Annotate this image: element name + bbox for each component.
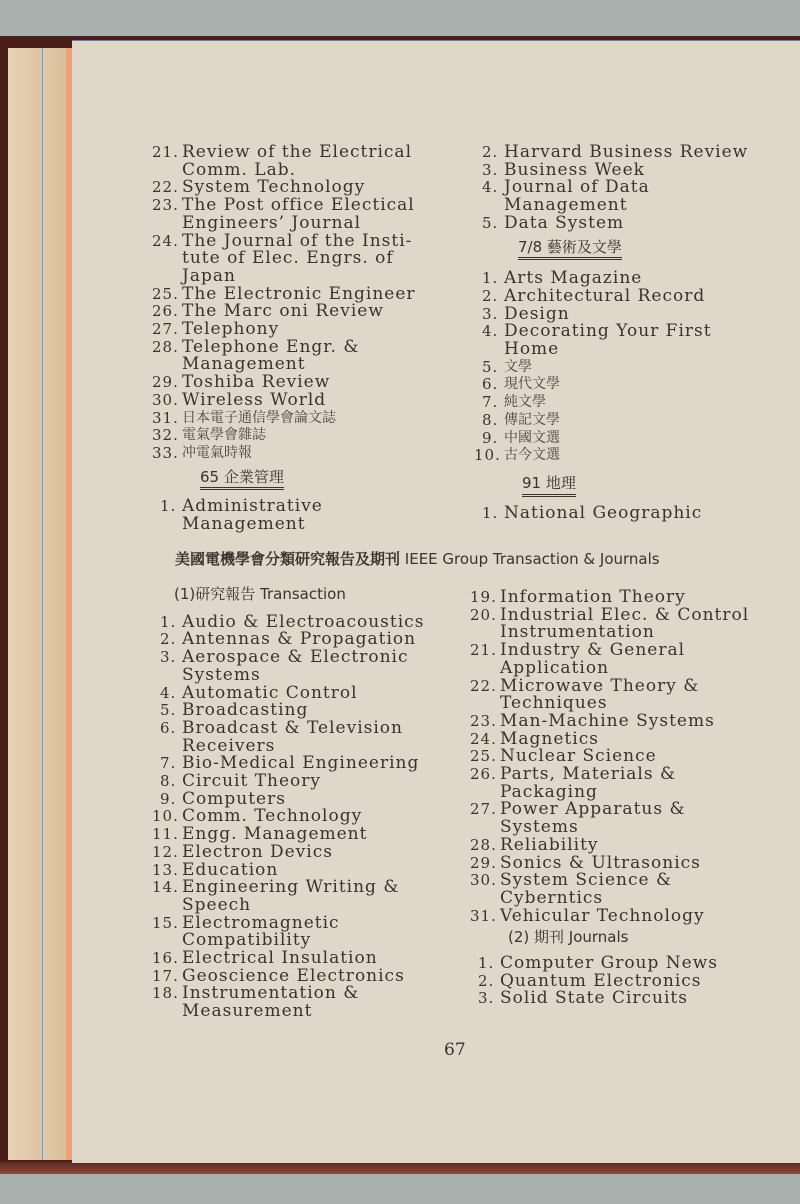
item-text: Systems [500,817,579,838]
item-text: Antennas & Propagation [182,629,417,650]
banner-chinese: 美國電機學會分類研究報告及期刊 [175,550,401,568]
list-item [152,426,460,445]
list-item [482,323,782,358]
item-number: 5. [482,213,499,232]
item-text: Instrumentation & [182,983,360,1004]
item-text: Solid State Circuits [500,988,688,1009]
section-heading: 7/8 藝術及文學 [518,239,622,261]
item-text: Comm. Lab. [182,159,297,180]
item-number: 23. [470,711,497,730]
item-number: 30. [152,390,179,409]
item-text: 冲電氣時報 [182,444,252,461]
item-text: Man-Machine Systems [500,710,715,731]
item-text: Audio & Electroacoustics [182,611,425,632]
item-number: 1. [482,503,499,522]
item-text: Power Apparatus & [500,799,686,820]
item-text: Broadcasting [182,700,309,721]
item-number: 26. [152,302,179,321]
list-item [474,446,782,465]
item-text: Cyberntics [500,887,604,908]
list-item [152,408,460,428]
item-number: 2. [482,143,499,161]
item-number: 10. [152,807,179,826]
list-item [482,502,782,523]
item-number: 6. [160,718,177,737]
item-text: Computer Group News [500,953,719,974]
list-item [482,359,782,377]
item-text: Circuit Theory [182,771,322,792]
item-text: National Geographic [504,502,703,523]
item-text: Parts, Materials & [500,764,677,785]
list-item [482,179,782,214]
item-number: 12. [152,842,179,861]
list-item [470,604,788,643]
item-text: Japan [182,265,236,286]
item-number: 8. [160,772,177,791]
item-number: 28. [152,337,179,356]
item-number: 3. [482,160,499,179]
list-item [482,394,782,412]
item-number: 9. [482,428,499,447]
item-text: Compatibility [182,930,312,951]
item-number: 4. [482,322,499,341]
list-item [470,710,788,731]
item-text: Wireless World [182,389,327,410]
item-text: Instrumentation [500,622,655,643]
item-number: 1. [160,612,177,631]
item-text: Electrical Insulation [182,948,378,969]
item-text: Comm. Technology [182,806,363,827]
list-item [482,430,782,448]
list-item [470,834,788,855]
item-text: Toshiba Review [182,372,331,393]
item-text: Bio-Medical Engineering [182,753,420,774]
item-text: Techniques [500,693,608,714]
item-number: 18. [152,984,179,1003]
item-text: Decorating Your First [504,321,712,342]
section-heading: 65 企業管理 [200,469,284,491]
item-number: 27. [152,320,179,339]
item-text: 現代文學 [504,376,560,393]
section-banner [175,548,660,569]
item-number: 4. [482,178,499,197]
item-number: 25. [470,747,497,766]
item-number: 28. [470,835,497,854]
item-number: 11. [152,825,179,844]
list-item [470,905,788,926]
item-text: Vehicular Technology [500,905,705,926]
item-number: 22. [152,178,179,197]
item-number: 3. [160,648,177,667]
item-text: Business Week [504,159,645,180]
item-number: 17. [152,966,179,985]
list-item [482,212,782,233]
item-number: 22. [470,676,497,695]
item-text: Industry & General [500,640,686,661]
item-text: Information Theory [500,587,686,607]
item-text: Administrative [182,496,323,517]
top-left-column [152,142,460,535]
item-text: Telephony [182,319,280,340]
item-text: Quantum Electronics [500,970,702,991]
item-text: System Technology [182,177,366,198]
page-number: 67 [444,1040,466,1060]
item-number: 20. [470,605,497,624]
item-text: 純文學 [504,394,546,411]
item-text: Management [504,195,628,216]
item-text: Aerospace & Electronic [182,647,409,668]
item-text: Education [182,859,279,880]
item-text: 電氣學會雜誌 [182,427,266,444]
item-number: 4. [160,683,177,702]
item-number: 7. [482,393,499,412]
section-heading: (1)研究報告 Transaction [174,585,346,603]
item-text: Engineering Writing & [182,877,400,898]
item-number: 27. [470,800,497,819]
item-number: 14. [152,878,179,897]
item-number: 31. [470,906,497,925]
item-number: 9. [160,789,177,808]
item-text: tute of Elec. Engrs. of [182,248,394,269]
item-number: 21. [152,143,179,161]
item-number: 10. [474,446,501,465]
list-item [470,640,788,678]
item-text: The Marc oni Review [182,301,384,322]
item-text: 文學 [504,358,532,375]
item-number: 29. [152,373,179,392]
item-number: 5. [482,357,499,376]
list-item [470,764,788,802]
item-text: Arts Magazine [504,268,643,289]
item-text: The Journal of the Insti- [182,230,413,251]
item-number: 23. [152,196,179,215]
bottom-right-column [470,587,788,1009]
item-number: 3. [482,304,499,323]
item-number: 1. [160,497,177,516]
item-number: 31. [152,408,179,427]
item-text: System Science & [500,870,673,891]
item-text: Engg. Management [182,824,368,845]
list-item [160,498,460,533]
item-text: 傳記文學 [504,411,560,428]
item-number: 16. [152,949,179,968]
item-text: Magnetics [500,728,599,749]
item-text: The Electronic Engineer [182,283,416,304]
list-item [152,912,460,951]
item-number: 19. [470,588,497,606]
list-item [482,285,782,306]
item-number: 7. [160,754,177,773]
item-text: Telephone Engr. & [182,336,360,357]
item-number: 8. [482,410,499,429]
list-item [470,870,788,908]
item-text: Automatic Control [182,682,358,703]
item-number: 26. [470,765,497,784]
bottom-left-column [152,585,460,1022]
list-item [152,983,460,1022]
item-number: 6. [482,375,499,394]
list-item [482,412,782,430]
item-text: Systems [182,664,261,685]
item-text: Data System [504,212,625,233]
item-number: 25. [152,284,179,303]
item-text: 中國文選 [504,429,560,446]
item-number: 15. [152,913,179,932]
list-item [152,195,460,233]
page-stack [42,48,69,1160]
item-text: Home [504,339,560,360]
list-item [160,717,460,756]
list-item [160,649,460,684]
list-item [152,443,460,463]
item-text: Electron Devics [182,841,333,862]
list-item [152,336,460,375]
item-text: Electromagnetic [182,912,340,933]
list-item [478,990,788,1008]
item-text: Engineers’ Journal [182,212,362,233]
list-item [152,841,460,862]
item-number: 2. [482,286,499,305]
item-text: Receivers [182,735,276,756]
item-text: Speech [182,894,252,915]
list-item [152,877,460,915]
list-item [152,142,460,180]
item-text: Broadcast & Television [182,717,403,738]
item-number: 24. [470,729,497,748]
item-text: Sonics & Ultrasonics [500,852,701,873]
item-text: Industrial Elec. & Control [500,604,750,625]
item-number: 24. [152,231,179,250]
section-heading: (2) 期刊 Journals [508,928,629,947]
item-number: 29. [470,853,497,872]
item-number: 21. [470,641,497,660]
list-item [152,230,460,286]
item-text: Journal of Data [504,177,650,198]
item-number: 1. [478,954,495,973]
banner-english: IEEE Group Transaction & Journals [404,550,660,568]
item-text: Architectural Record [504,285,706,306]
list-item [152,389,460,410]
item-text: Packaging [500,781,598,802]
list-item [470,675,788,714]
list-item [470,799,788,838]
item-number: 13. [152,860,179,879]
item-number: 1. [482,269,499,288]
item-text: Reliability [500,834,599,855]
list-item [482,376,782,394]
item-text: Management [182,514,306,535]
item-text: Design [504,303,570,324]
item-text: Review of the Electrical [182,142,413,162]
item-text: 古今文選 [504,447,560,464]
item-text: Geoscience Electronics [182,965,405,986]
top-right-column [474,142,782,523]
item-text: Measurement [182,1001,313,1022]
item-number: 5. [160,701,177,720]
item-number: 33. [152,443,179,462]
item-text: Computers [182,788,286,809]
item-text: Nuclear Science [500,746,657,767]
item-text: The Post office Electical [182,195,415,216]
item-number: 2. [160,630,177,649]
item-text: Microwave Theory & [500,675,700,696]
item-text: Harvard Business Review [504,142,749,162]
section-heading: 91 地理 [522,475,576,497]
item-number: 30. [470,871,497,890]
item-text: Management [182,354,306,375]
item-number: 32. [152,426,179,445]
page-stack [8,48,44,1160]
item-text: 日本電子通信學會論文誌 [182,409,336,426]
cover-edge [0,1162,800,1174]
item-number: 2. [478,971,495,990]
item-number: 3. [478,989,495,1008]
item-text: Application [500,657,610,678]
